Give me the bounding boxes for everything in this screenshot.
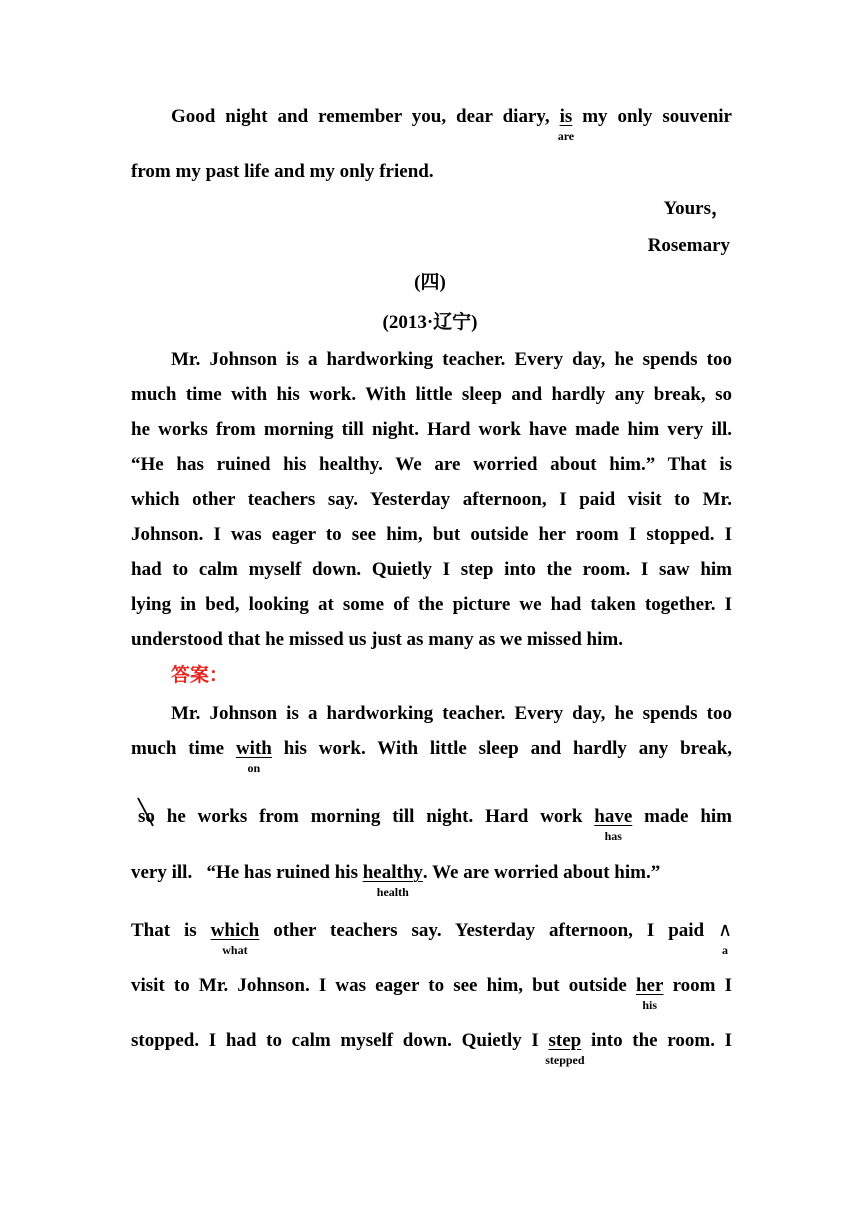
correction-step	[545, 1029, 585, 1067]
fix-word: has	[604, 829, 622, 843]
correction-is	[557, 105, 575, 143]
answer-label: 答案：	[171, 665, 229, 686]
fix-word: health	[376, 885, 409, 899]
answer-line-5: That is which what other teachers say. Yesterday afternoon, I paid ∧ a	[131, 920, 733, 957]
wrong-word: with	[235, 738, 272, 759]
correction-have	[594, 805, 633, 843]
wrong-word: which	[210, 920, 260, 941]
passage-line: much time with his work. With little sleep and hardly any break, so	[131, 384, 732, 405]
deleted-word: so	[138, 806, 155, 827]
fix-word: what	[222, 943, 248, 957]
wrong-word: her	[635, 975, 664, 996]
correction-her	[635, 974, 664, 1012]
insertion-mark	[718, 919, 733, 957]
passage-line: which other teachers say. Yesterday afternoon, I paid visit to Mr.	[131, 489, 732, 510]
passage-line: had to calm myself down. Quietly I step into the room. I saw him	[131, 559, 732, 580]
diary-line-1	[171, 105, 732, 143]
fix-word: are	[557, 129, 575, 143]
passage-line: understood that he missed us just as many as we missed him.	[131, 629, 623, 650]
wrong-word: healthy	[362, 862, 423, 883]
wrong-word: step	[548, 1030, 582, 1051]
fix-word: stepped	[545, 1053, 585, 1067]
diary-signature: Rosemary	[647, 235, 730, 256]
caret-icon: ∧	[718, 920, 733, 941]
answer-line-1: Mr. Johnson is a hardworking teacher. Every day, he spends too	[171, 703, 732, 724]
passage-line: Johnson. I was eager to see him, but outside her room I stopped. I	[131, 524, 732, 545]
answer-line-2: much time with on his work. With little sleep and hardly any break,	[131, 738, 733, 775]
correction-healthy	[362, 861, 423, 899]
answer-line-4: very ill. “He has ruined his healthy health . We are worried about him.”	[131, 862, 661, 899]
correction-which	[210, 919, 260, 957]
fix-word: on	[247, 761, 261, 775]
fix-word: a	[722, 943, 729, 957]
passage-line: “He has ruined his healthy. We are worried about him.” That is	[131, 454, 732, 475]
diary-text: Good night and remember you, dear diary,	[171, 106, 550, 127]
passage-line: lying in bed, looking at some of the picture we had taken together. I	[131, 594, 732, 615]
fix-word: his	[642, 998, 658, 1012]
section-source: (2013·辽宁)	[382, 312, 478, 333]
wrong-word: have	[594, 806, 633, 827]
diary-line-2: from my past life and my only friend.	[131, 161, 434, 182]
wrong-word: is	[559, 106, 573, 127]
correction-with	[235, 737, 272, 775]
passage-line: he works from morning till night. Hard work have made him very ill.	[131, 419, 732, 440]
answer-line-6: visit to Mr. Johnson. I was eager to see him, but outside her his room I	[131, 975, 733, 1012]
answer-line-3: so he works from morning till night. Hard work have has made him	[138, 806, 733, 843]
answer-line-7: stopped. I had to calm myself down. Quietly I step stepped into the room. I	[131, 1030, 733, 1067]
diary-text: my only souvenir	[582, 106, 732, 127]
passage-line: Mr. Johnson is a hardworking teacher. Every day, he spends too	[171, 349, 732, 370]
diary-closing: Yours，	[663, 198, 730, 219]
section-number: (四)	[414, 272, 446, 293]
